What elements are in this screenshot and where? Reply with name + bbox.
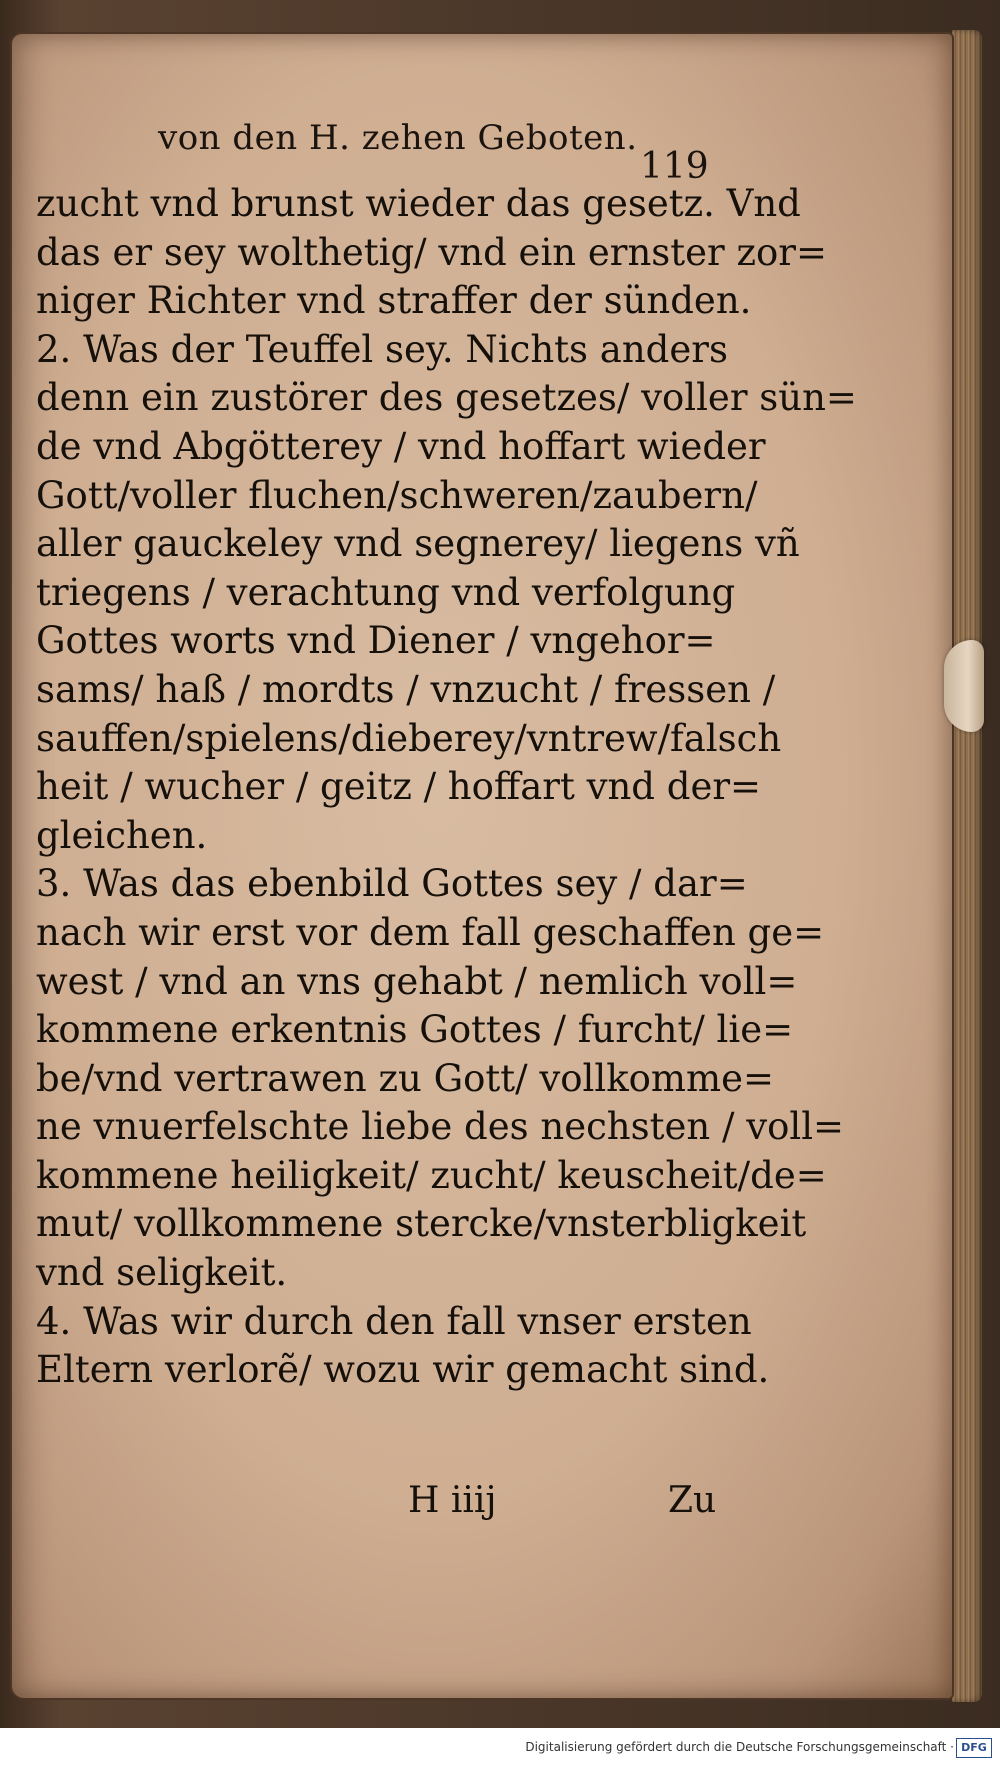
signature-mark: H iiij: [408, 1480, 497, 1521]
text-line: sams/ haß / mordts / vnzucht / fressen /: [36, 667, 776, 711]
text-line: vnd seligkeit.: [36, 1251, 288, 1295]
text-line: west / vnd an vns gehabt / nemlich voll=: [36, 959, 798, 1003]
text-line: Eltern verlorẽ/ wozu wir gemacht sind.: [36, 1348, 770, 1392]
text-line: zucht vnd brunst wieder das gesetz. Vnd: [36, 182, 801, 225]
text-line: Gott/voller fluchen/schweren/zaubern/: [36, 473, 758, 517]
text-line: Gottes worts vnd Diener / vngehor=: [36, 619, 716, 663]
body-text: [36, 180, 857, 1395]
text-line: denn ein zustörer des gesetzes/ voller sün=: [36, 376, 857, 420]
text-line: 3. Was das ebenbild Gottes sey / dar=: [36, 862, 748, 906]
dfg-logo-icon: DFG: [956, 1738, 992, 1758]
text-line: triegens / verachtung vnd verfolgung: [36, 570, 736, 614]
text-line: ne vnuerfelschte liebe des nechsten / voll=: [36, 1105, 845, 1149]
page-foot: [0, 1480, 952, 1530]
text-line: mut/ vollkommene stercke/vnsterbligkeit: [36, 1202, 807, 1246]
bookmark-tab: [944, 640, 984, 732]
running-head: von den H. zehen Geboten.: [158, 118, 638, 158]
page-number: 119: [640, 146, 709, 187]
text-line: be/vnd vertrawen zu Gott/ vollkomme=: [36, 1056, 774, 1100]
book-page-edges: [952, 30, 982, 1702]
text-line: 2. Was der Teuffel sey. Nichts anders: [36, 327, 728, 371]
text-line: 4. Was wir durch den fall vnser ersten: [36, 1299, 752, 1343]
digitization-footer: [0, 1728, 1000, 1768]
text-line: das er sey wolthetig/ vnd ein ernster zor=: [36, 230, 827, 274]
text-line: kommene erkentnis Gottes / furcht/ lie=: [36, 1008, 794, 1052]
text-line: sauffen/spielens/dieberey/vntrew/falsch: [36, 716, 782, 760]
text-line: nach wir erst vor dem fall geschaffen ge=: [36, 910, 825, 954]
text-line: aller gauckeley vnd segnerey/ liegens vñ: [36, 522, 800, 566]
text-line: gleichen.: [36, 813, 208, 857]
text-line: de vnd Abgötterey / vnd hoffart wieder: [36, 424, 766, 468]
text-line: kommene heiligkeit/ zucht/ keuscheit/de=: [36, 1153, 827, 1197]
funding-credit: Digitalisierung gefördert durch die Deutsche Forschungsgemeinschaft ·: [525, 1740, 954, 1754]
text-line: heit / wucher / geitz / hoffart vnd der=: [36, 765, 762, 809]
catchword: Zu: [668, 1480, 717, 1521]
text-line: niger Richter vnd straffer der sünden.: [36, 279, 752, 323]
